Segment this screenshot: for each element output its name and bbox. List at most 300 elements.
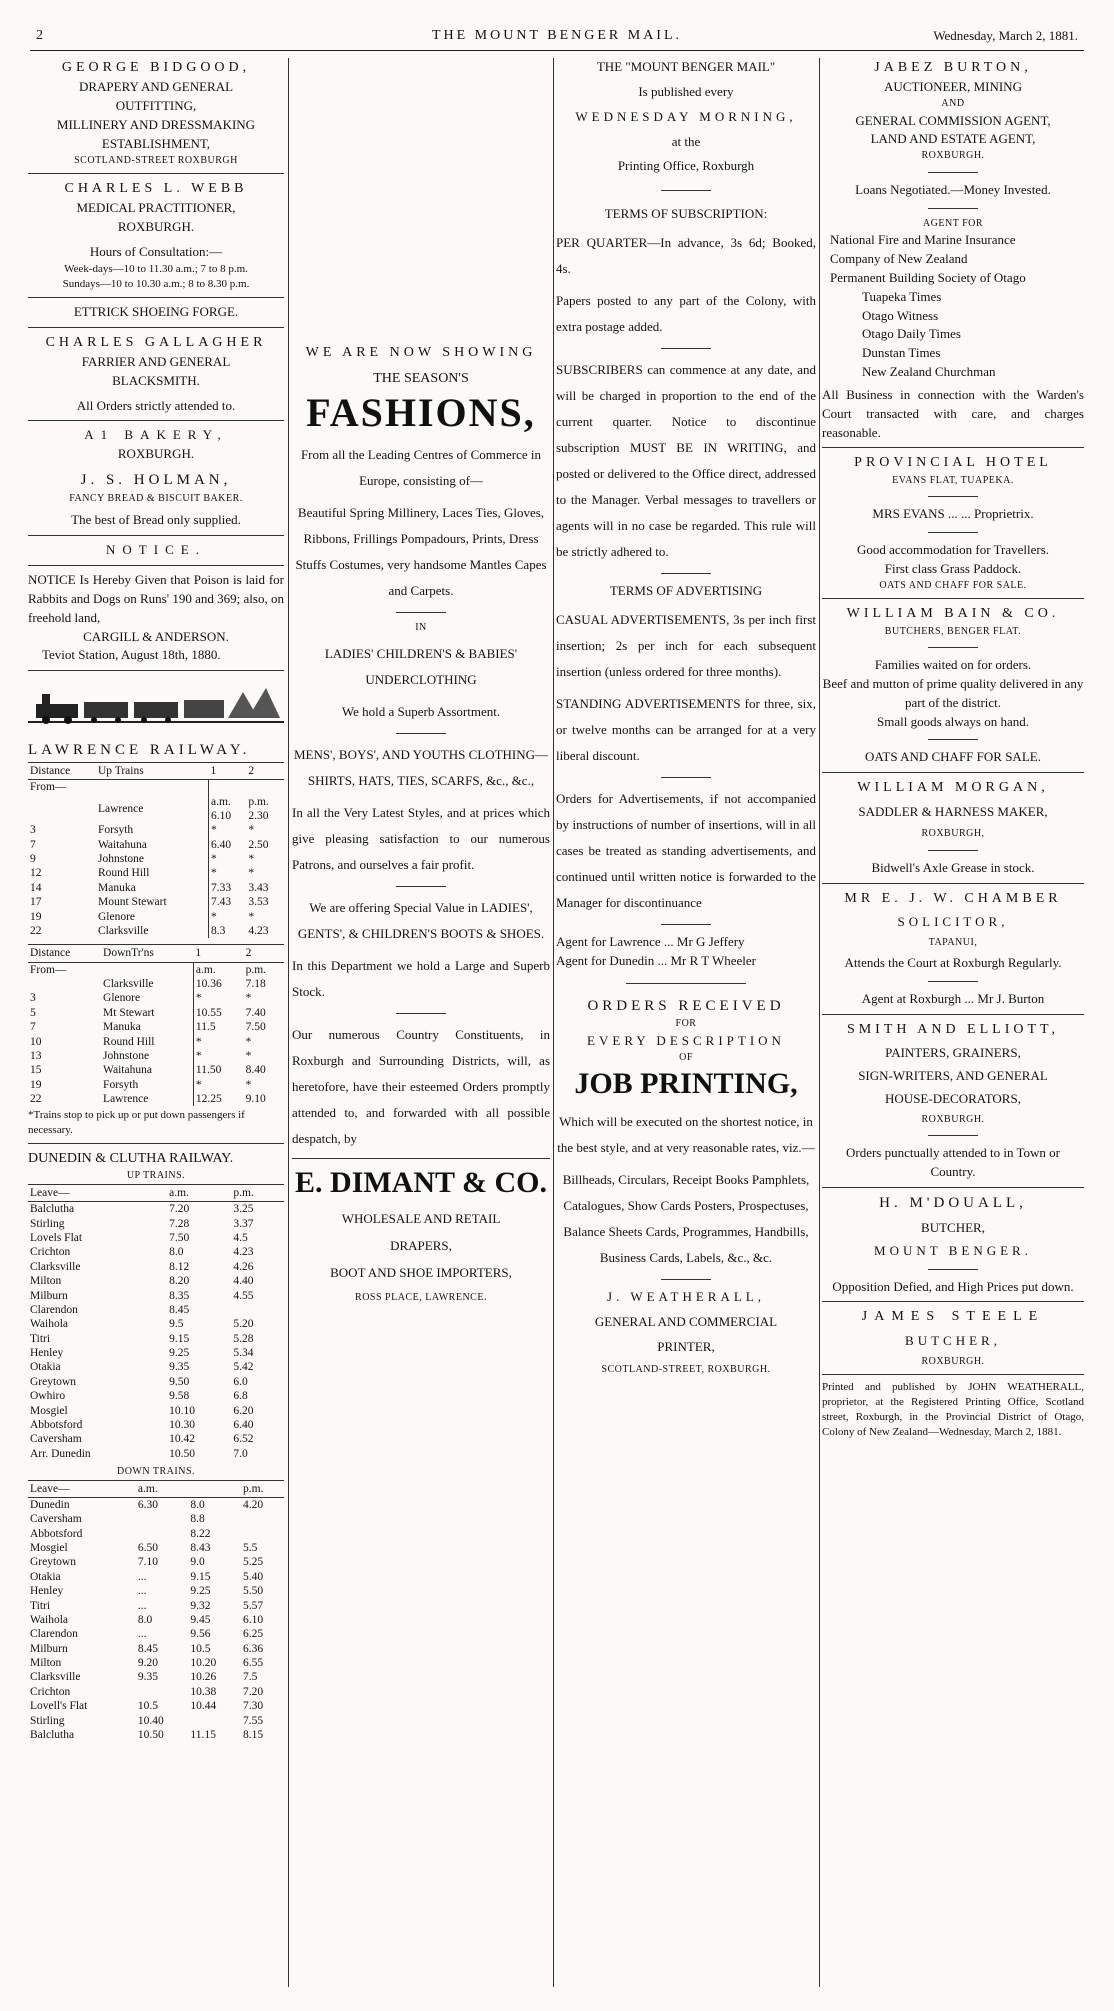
table-cell: Henley <box>30 1347 64 1360</box>
divider <box>822 772 1084 773</box>
agency-item: National Fire and Marine Insurance <box>830 232 1016 248</box>
column-2 <box>292 58 550 1987</box>
ad-line: Hours of Consultation:— <box>89 244 223 260</box>
table-cell: Clarksville <box>101 977 193 991</box>
table-cell: Glenore <box>96 910 209 924</box>
dunedin-up-table <box>28 1184 284 1461</box>
ad-name: MR E. J. W. CHAMBER <box>844 890 1062 906</box>
ad-line: SCOTLAND-STREET, ROXBURGH. <box>601 1363 771 1375</box>
divider <box>928 496 978 497</box>
table-cell <box>209 780 247 795</box>
table-cell: 7.28 <box>169 1217 190 1230</box>
ad-line: ROXBURGH. <box>921 1355 985 1367</box>
table-row <box>28 1699 284 1713</box>
table-cell: 10.26 <box>190 1671 217 1684</box>
table-row <box>28 1555 284 1569</box>
table-cell: 11.5 <box>195 1021 216 1034</box>
ad-line: Agent at Roxburgh ... Mr J. Burton <box>861 991 1045 1007</box>
table-row <box>28 1685 284 1699</box>
dunedin-down-table <box>28 1480 284 1743</box>
table-row <box>28 1541 284 1555</box>
divider <box>396 733 446 734</box>
table-cell <box>188 1714 241 1728</box>
ad-line: MRS EVANS ... ... Proprietrix. <box>872 506 1034 522</box>
table-cell: 7.18 <box>245 978 266 991</box>
table-row <box>28 1432 284 1446</box>
ad-line: Bidwell's Axle Grease in stock. <box>871 859 1035 875</box>
table-cell: 5.57 <box>242 1599 264 1612</box>
table-cell <box>28 795 96 824</box>
table-cell: 5.34 <box>233 1347 254 1360</box>
ad-line: ESTABLISHMENT, <box>101 135 211 151</box>
table-row <box>28 852 284 866</box>
table-cell: 8.0 <box>137 1613 153 1626</box>
table-cell: 10.36 <box>195 978 222 991</box>
ad-paragraph: In all the Very Latest Styles, and at prices which give pleasing satisfaction to our numerous Patrons, and ourselves a fair profit. <box>292 805 550 873</box>
table-cell: * <box>195 992 202 1005</box>
table-cell: Waitahuna <box>96 838 209 852</box>
ad-line: Orders punctually attended to in Town or Country. <box>845 1145 1061 1180</box>
table-cell: Greytown <box>30 1375 76 1388</box>
table-header: Distance <box>28 762 96 779</box>
ad-paragraph: All Business in connection with the Warden's Court transacted with care, and charges reasonable. <box>822 386 1084 440</box>
ad-line: TAPANUI, <box>928 936 978 948</box>
table-cell: 9.20 <box>137 1657 159 1670</box>
table-cell: 7 <box>30 1021 36 1034</box>
table-cell: Manuka <box>101 1020 193 1034</box>
table-cell: 19 <box>30 910 42 923</box>
ad-line: OATS AND CHAFF FOR SALE. <box>865 749 1041 765</box>
table-cell: Titri <box>30 1599 51 1612</box>
table-cell: 10.10 <box>169 1404 196 1417</box>
ad-line: at the <box>671 133 701 149</box>
ad-heading: A1 BAKERY, <box>84 427 228 443</box>
table-cell: 7.0 <box>233 1447 248 1460</box>
masthead <box>30 28 1084 51</box>
table-row <box>28 1303 284 1317</box>
table-row <box>28 1063 284 1077</box>
table-row <box>28 780 284 795</box>
divider <box>396 886 446 887</box>
ad-line: Loans Negotiated.—Money Invested. <box>855 181 1051 197</box>
divider <box>822 598 1084 599</box>
table-cell: Otakia <box>30 1570 61 1583</box>
table-cell: 6.8 <box>233 1390 248 1403</box>
table-header: a.m. <box>136 1480 189 1497</box>
table-cell: 17 <box>30 896 42 909</box>
table-cell: 10.30 <box>169 1418 196 1431</box>
table-cell: 9.45 <box>190 1613 211 1626</box>
table-cell: 9.5 <box>169 1318 184 1331</box>
divider <box>661 348 711 349</box>
table-cell: 8.45 <box>137 1642 159 1655</box>
table-header: Leave— <box>28 1480 136 1497</box>
table-cell: Milburn <box>30 1289 68 1302</box>
agent-line: Agent for Dunedin ... Mr R T Wheeler <box>556 952 757 968</box>
ad-line: GENERAL COMMISSION AGENT, <box>855 112 1051 128</box>
ad-paragraph: Beautiful Spring Millinery, Laces Ties, Gloves, Ribbons, Frillings Pompadours, Prints, Dress Stuffs Costumes, very handsome Mantles Capes and Carpets. <box>295 504 547 598</box>
divider <box>28 297 284 298</box>
table-cell: Arr. Dunedin <box>30 1447 91 1460</box>
ad-line: FANCY BREAD & BISCUIT BAKER. <box>69 492 243 504</box>
ad-line: EVANS FLAT, TUAPEKA. <box>892 474 1014 486</box>
table-cell: 6.20 <box>233 1404 254 1417</box>
ad-heading: NOTICE. <box>106 542 206 558</box>
table-cell: a.m. <box>195 963 216 976</box>
timetable-subheading: DOWN TRAINS. <box>116 1466 196 1478</box>
table-cell: ... <box>137 1628 147 1641</box>
table-cell: 5.50 <box>242 1585 264 1598</box>
table-cell: 11.15 <box>190 1728 216 1741</box>
table-cell: 9.10 <box>245 1093 266 1106</box>
ad-line: MOUNT BENGER. <box>874 1242 1032 1258</box>
table-cell: 3 <box>30 992 36 1005</box>
table-cell: 7.5 <box>242 1671 258 1684</box>
table-cell: From— <box>30 963 67 976</box>
table-cell: 4.26 <box>233 1260 254 1273</box>
table-cell: 10.20 <box>190 1657 217 1670</box>
ad-headline: JOB PRINTING, <box>574 1067 798 1101</box>
table-cell: Crichton <box>30 1246 71 1259</box>
ad-line: Opposition Defied, and High Prices put down. <box>832 1278 1074 1294</box>
table-cell: 6.55 <box>242 1657 264 1670</box>
table-cell: Greytown <box>30 1556 76 1569</box>
ad-paragraph: PER QUARTER—In advance, 3s 6d; Booked, 4s. <box>556 235 816 277</box>
page-number: 2 <box>36 28 44 43</box>
table-cell: Caversham <box>30 1513 82 1526</box>
divider <box>928 1135 978 1136</box>
notice-body: NOTICE Is Hereby Given that Poison is laid for Rabbits and Dogs on Runs' 190 and 369; also, on freehold land, <box>28 571 284 625</box>
ad-name: CHARLES GALLAGHER <box>45 334 267 350</box>
ad-chamber <box>822 889 1084 1009</box>
table-cell: 4.20 <box>242 1498 264 1511</box>
table-row <box>28 1202 284 1217</box>
table-cell: 4.5 <box>233 1232 248 1245</box>
ad-line: PAINTERS, GRAINERS, <box>885 1045 1021 1061</box>
table-cell: 4.23 <box>233 1246 254 1259</box>
agency-list <box>822 231 1084 382</box>
table-cell <box>241 1527 284 1541</box>
table-row <box>28 1317 284 1331</box>
ad-line: OATS AND CHAFF FOR SALE. <box>879 579 1027 591</box>
ad-line: GENERAL AND COMMERCIAL <box>594 1314 778 1330</box>
table-row <box>28 881 284 895</box>
ad-name: WILLIAM BAIN & CO. <box>846 606 1060 622</box>
ad-name: SMITH AND ELLIOTT, <box>846 1022 1060 1038</box>
ad-paragraph: We hold a Superb Assortment. <box>341 704 501 720</box>
table-cell: ... <box>137 1599 147 1612</box>
table-cell <box>101 962 193 977</box>
table-row <box>28 1656 284 1670</box>
ad-line: First class Grass Paddock. <box>884 560 1022 576</box>
table-row <box>28 895 284 909</box>
table-cell: 10.50 <box>169 1447 196 1460</box>
table-cell: * <box>245 1035 252 1048</box>
table-cell: 4.23 <box>248 924 269 937</box>
table-header: p.m. <box>241 1480 284 1497</box>
divider <box>928 647 978 648</box>
subscribers-notice: SUBSCRIBERS can commence at any date, and will be charged in proportion to the end of the current quarter. Notice to discontinue subscription MUST BE IN WRITING, and posted or delivered to the Office direct, addressed to the Manager. Verbal messages to travellers or agents will in no case be regarded. This rule will be strictly adhered to. <box>556 362 816 560</box>
ad-name: PROVINCIAL HOTEL <box>854 455 1052 471</box>
table-cell: 8.3 <box>211 924 226 937</box>
ad-line: BUTCHER, <box>905 1332 1001 1348</box>
table-cell: 9.0 <box>190 1556 205 1569</box>
divider <box>822 1301 1084 1302</box>
divider <box>626 983 746 984</box>
table-cell: 8.45 <box>169 1303 190 1316</box>
ad-line: ROXBURGH. <box>117 219 195 235</box>
table-cell: 3.53 <box>248 896 269 909</box>
table-cell: 3 <box>30 824 36 837</box>
table-row <box>28 1512 284 1526</box>
table-row <box>28 962 284 977</box>
agency-item: Otago Witness <box>862 307 939 323</box>
table-cell: Round Hill <box>101 1035 193 1049</box>
table-cell: ... <box>137 1570 147 1583</box>
ad-paragraph: LADIES' CHILDREN'S & BABIES' UNDERCLOTHING <box>324 646 518 688</box>
ad-line: MILLINERY AND DRESSMAKING <box>56 116 256 132</box>
table-cell: 7.55 <box>242 1714 264 1727</box>
table-row <box>28 1714 284 1728</box>
table-cell: * <box>245 1078 252 1091</box>
table-cell: * <box>245 1049 252 1062</box>
table-cell: 6.0 <box>233 1375 248 1388</box>
printer-imprint: Printed and published by JOHN WEATHERALL, proprietor, at the Registered Printing Office, Scotland street, Roxburgh, in the Provincial District of Otago, Colony of New Zealand—Wednesday, March 2, 1881. <box>822 1381 1084 1438</box>
table-cell: Crichton <box>30 1685 71 1698</box>
table-cell: 7.20 <box>242 1685 264 1698</box>
table-cell: * <box>211 824 217 837</box>
table-cell: 7.30 <box>242 1700 264 1713</box>
table-cell: Johnstone <box>96 852 209 866</box>
table-cell: 3.25 <box>233 1203 254 1216</box>
table-cell: 7.40 <box>245 1006 266 1019</box>
ad-line: WE ARE NOW SHOWING <box>305 345 537 360</box>
ad-paragraph: STANDING ADVERTISEMENTS for three, six, or twelve months can be arranged for at a very liberal discount. <box>556 695 816 763</box>
divider <box>396 1013 446 1014</box>
ad-burton <box>822 58 1084 442</box>
divider <box>292 1158 550 1159</box>
publication-notice: THE "MOUNT BENGER MAIL" <box>596 59 776 74</box>
ad-name: H. M'DOUALL, <box>879 1195 1027 1212</box>
table-cell: 8.15 <box>242 1728 264 1741</box>
table-header: 2 <box>246 762 284 779</box>
table-cell: Milton <box>30 1657 62 1670</box>
table-cell: 5.40 <box>242 1570 264 1583</box>
table-cell: 10.5 <box>137 1700 159 1713</box>
table-cell: Clarksville <box>96 924 209 938</box>
lawrence-down-table <box>28 944 284 1106</box>
table-row <box>28 1360 284 1374</box>
table-cell <box>136 1512 189 1526</box>
table-cell: Milburn <box>30 1642 68 1655</box>
table-row <box>28 1584 284 1598</box>
table-cell: * <box>248 867 255 880</box>
table-cell: Otakia <box>30 1361 61 1374</box>
table-cell: 8.20 <box>169 1275 190 1288</box>
table-row <box>28 1599 284 1613</box>
table-cell: Forsyth <box>96 823 209 837</box>
ad-line: SADDLER & HARNESS MAKER, <box>858 803 1048 819</box>
ad-line: DRAPERS, <box>390 1237 452 1253</box>
table-cell: * <box>248 824 255 837</box>
table-cell: Titri <box>30 1332 51 1345</box>
table-cell: 5 <box>30 1006 36 1019</box>
table-cell: Henley <box>30 1585 64 1598</box>
table-cell: 7.33 <box>211 881 232 894</box>
ad-paragraph: In this Department we hold a Large and Superb Stock. <box>292 958 550 1000</box>
table-cell: Lovels Flat <box>30 1232 83 1245</box>
table-row <box>28 977 284 991</box>
table-cell: * <box>211 867 217 880</box>
notice-place: Teviot Station, August 18th, 1880. <box>42 647 221 663</box>
ad-smith-elliott <box>822 1020 1084 1182</box>
table-cell: 9.58 <box>169 1390 190 1403</box>
table-cell: 6.50 <box>137 1542 159 1555</box>
column-rule <box>288 58 289 1987</box>
divider <box>28 173 284 174</box>
table-header: a.m. <box>167 1184 231 1201</box>
table-cell: 9 <box>30 853 36 866</box>
table-row <box>28 1346 284 1360</box>
table-cell <box>28 977 101 991</box>
ad-bain <box>822 604 1084 767</box>
ad-line: All Orders strictly attended to. <box>76 397 236 413</box>
divider <box>396 612 446 613</box>
table-cell: Dunedin <box>30 1498 70 1511</box>
table-cell: Waihola <box>30 1318 69 1331</box>
table-cell: 10.55 <box>195 1006 222 1019</box>
table-cell: Clarksville <box>30 1671 81 1684</box>
table-cell: * <box>245 992 252 1005</box>
table-cell: 5.20 <box>233 1318 254 1331</box>
ad-name: CHARLES L. WEBB <box>64 181 248 197</box>
table-cell: 10.44 <box>190 1700 217 1713</box>
table-row <box>28 1006 284 1020</box>
divider <box>822 883 1084 884</box>
table-cell: 9.35 <box>137 1671 159 1684</box>
ad-line: ROXBURGH, <box>921 828 985 840</box>
divider <box>28 535 284 536</box>
divider <box>822 447 1084 448</box>
table-cell: Round Hill <box>96 866 209 880</box>
table-cell: 8.22 <box>190 1527 211 1540</box>
table-cell: 3.37 <box>233 1217 254 1230</box>
ad-paragraph: Our numerous Country Constituents, in Roxburgh and Surrounding Districts, will, as heretofore, have their esteemed Orders promptly attended to, and forwarded with all possible despatch, by <box>292 1027 550 1147</box>
table-row <box>28 1289 284 1303</box>
ad-line: PRINTER, <box>657 1338 715 1354</box>
table-cell: 10.42 <box>169 1433 196 1446</box>
table-cell: 10.50 <box>137 1728 164 1741</box>
table-cell: Forsyth <box>101 1078 193 1092</box>
table-cell: 22 <box>30 924 42 937</box>
ad-name: GEORGE BIDGOOD, <box>61 60 251 75</box>
ad-line: SIGN-WRITERS, AND GENERAL <box>858 1068 1048 1084</box>
agency-item: Tuapeka Times <box>862 288 942 304</box>
ad-line: BUTCHERS, BENGER FLAT. <box>884 625 1022 637</box>
ad-steele <box>822 1307 1084 1369</box>
table-cell: Glenore <box>101 991 193 1005</box>
table-header: 2 <box>244 945 284 962</box>
table-row <box>28 924 284 938</box>
table-row <box>28 1570 284 1584</box>
table-cell: Stirling <box>30 1217 65 1230</box>
table-cell: Abbotsford <box>30 1527 83 1540</box>
table-cell: 12.25 <box>195 1093 222 1106</box>
table-cell: 22 <box>30 1093 42 1106</box>
ad-headline: FASHIONS, <box>306 389 536 435</box>
table-cell: 9.35 <box>169 1361 190 1374</box>
column-1 <box>28 58 284 1987</box>
table-cell: 6.36 <box>242 1642 264 1655</box>
table-cell: Lawrence <box>96 795 209 824</box>
table-cell: Stirling <box>30 1714 65 1727</box>
divider <box>928 850 978 851</box>
ad-forge <box>28 303 284 416</box>
table-cell: Clarendon <box>30 1303 78 1316</box>
ad-paragraph: From all the Leading Centres of Commerce in Europe, consisting of— <box>300 446 542 488</box>
ad-line: Small goods always on hand. <box>876 713 1029 729</box>
table-cell: 8.0 <box>169 1246 184 1259</box>
ad-hotel <box>822 453 1084 593</box>
table-cell: Lovell's Flat <box>30 1700 88 1713</box>
table-row <box>28 838 284 852</box>
timetable-note: *Trains stop to pick up or put down passengers if necessary. <box>28 1109 245 1137</box>
table-cell: 8.35 <box>169 1289 190 1302</box>
ad-line: AGENT FOR <box>922 217 984 229</box>
table-cell: Lawrence <box>101 1092 193 1106</box>
table-cell: 15 <box>30 1064 42 1077</box>
ad-line: SOLICITOR, <box>897 914 1009 930</box>
table-header: Distance <box>28 945 101 962</box>
table-cell: ... <box>137 1585 147 1598</box>
table-cell: Johnstone <box>101 1049 193 1063</box>
table-cell: 6.25 <box>242 1628 264 1641</box>
ad-line: WEDNESDAY MORNING, <box>575 108 797 124</box>
table-row <box>28 1728 284 1742</box>
table-header <box>188 1480 241 1497</box>
table-cell: 7.20 <box>169 1203 190 1216</box>
agency-item: Otago Daily Times <box>862 326 961 342</box>
ad-line: IN <box>415 621 427 633</box>
ad-line: ROXBURGH. <box>117 446 195 462</box>
table-cell: From— <box>30 781 67 794</box>
train-engraving-icon <box>28 682 284 728</box>
table-cell: 13 <box>30 1049 42 1062</box>
ad-webb <box>28 179 284 292</box>
table-cell: 9.15 <box>169 1332 190 1345</box>
column-rule <box>553 58 554 1987</box>
table-cell: 7.43 <box>211 896 232 909</box>
ad-line: Good accommodation for Travellers. <box>856 542 1050 558</box>
agent-line: Agent for Lawrence ... Mr G Jeffery <box>556 933 745 949</box>
ad-line: Beef and mutton of prime quality delivered in any part of the district. <box>822 675 1084 710</box>
ad-line: Sundays—10 to 10.30 a.m.; 8 to 8.30 p.m. <box>62 277 250 290</box>
ad-line: OUTFITTING, <box>115 98 197 114</box>
table-cell: * <box>211 853 217 866</box>
ad-name: WILLIAM MORGAN, <box>857 780 1049 796</box>
ad-line: HOUSE-DECORATORS, <box>885 1091 1021 1107</box>
ad-line: Week-days—10 to 11.30 a.m.; 7 to 8 p.m. <box>64 263 248 275</box>
divider <box>822 1374 1084 1375</box>
agency-item: Company of New Zealand <box>830 251 968 267</box>
table-row <box>28 910 284 924</box>
ad-line: AND <box>941 98 965 110</box>
agency-item: Dunstan Times <box>862 345 941 361</box>
table-row <box>28 1497 284 1512</box>
table-cell: Balclutha <box>30 1728 75 1741</box>
table-cell: 19 <box>30 1078 42 1091</box>
table-cell: 3.43 <box>248 881 269 894</box>
